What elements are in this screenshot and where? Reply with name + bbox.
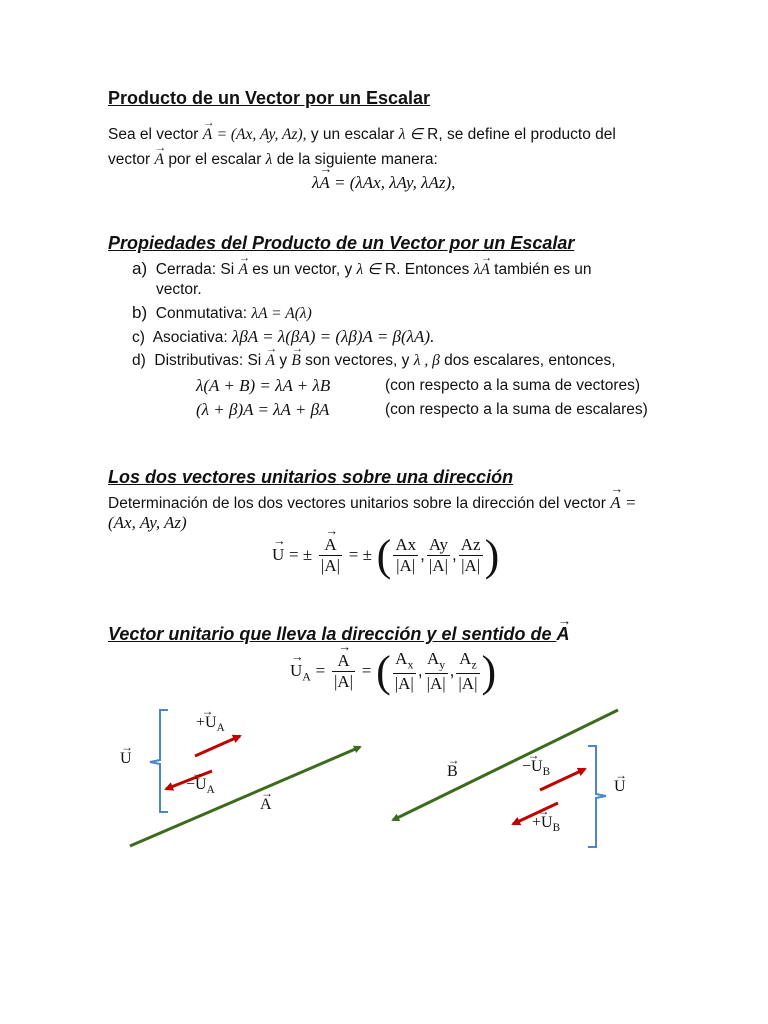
property-d: d) Distributivas: Si → A y → B son vectores, y λ , β dos escalares, entonces, — [132, 352, 616, 370]
section1-line2: vector → A por el escalar λ de la siguiente manera: — [108, 151, 438, 169]
section3-title: Los dos vectores unitarios sobre una dirección — [108, 467, 514, 487]
unit-vectors-diagram — [0, 690, 768, 870]
vector-a-label: → A — [260, 796, 272, 814]
property-a-line1: a) Cerrada: Si → A es un vector, y λ ∈ R. Entonces λ→ A también es un — [132, 259, 592, 279]
left-u-label: → U — [120, 750, 132, 768]
distributive-note2: (con respecto a la suma de escalares) — [385, 401, 648, 418]
vector-a-line — [130, 747, 360, 846]
left-bracket — [150, 710, 168, 812]
distributive-eq1: λ(A + B) = λA + λB — [196, 376, 331, 395]
right-u-label: → U — [614, 778, 626, 796]
section4-title: Vector unitario que lleva la dirección y el sentido de → A — [108, 624, 569, 645]
distributive-eq2: (λ + β)A = λA + βA — [196, 400, 330, 419]
unit-vector-sense-formula: → $U_A$ = → $\frac{A}{|A|}$ = ( $\frac{A_x}{|A|}$ , $\frac{A_y}{|A|}$ , $\frac{A_z}{|A|}$ ) — [290, 646, 496, 697]
property-b: b) Conmutativa: λA = A(λ) — [132, 303, 312, 322]
section1-line1: Sea el vector → A = (Ax, Ay, Az), y un escalar λ ∈ R, se define el producto del — [108, 125, 616, 144]
minus-ua-label: → $-U_A$ — [186, 776, 215, 796]
section1-title: Producto de un Vector por un Escalar — [108, 88, 431, 108]
distributive-note1: (con respecto a la suma de vectores) — [385, 377, 641, 394]
vector-b-label: → B — [447, 763, 458, 781]
plus-ub-label: → $+U_B$ — [532, 814, 560, 834]
property-a-line2: vector. — [156, 281, 202, 298]
right-bracket — [588, 746, 606, 847]
plus-ua-label: → $+U_A$ — [196, 714, 225, 734]
property-c: c) Asociativa: λβA = λ(βA) = (λβ)A = β(λA). — [132, 327, 435, 346]
section2-title: Propiedades del Producto de un Vector por un Escalar — [108, 233, 575, 253]
unit-vectors-formula: → U = ± → $\frac{A}{|A|}$ = ± ( $\frac{Ax}{|A|}$ , $\frac{Ay}{|A|}$ , $\frac{Az}{|A|}$ ) — [272, 530, 499, 581]
section1-formula: λ→ A = (λAx, λAy, λAz), — [312, 173, 455, 193]
vector-b-line — [393, 710, 618, 820]
minus-ub-label: → $-U_B$ — [522, 758, 550, 778]
plus-ua-arrow — [195, 736, 240, 756]
section3-line2: (Ax, Ay, Az) — [108, 513, 187, 532]
section3-line1: Determinación de los dos vectores unitarios sobre la dirección del vector → A = — [108, 493, 636, 513]
